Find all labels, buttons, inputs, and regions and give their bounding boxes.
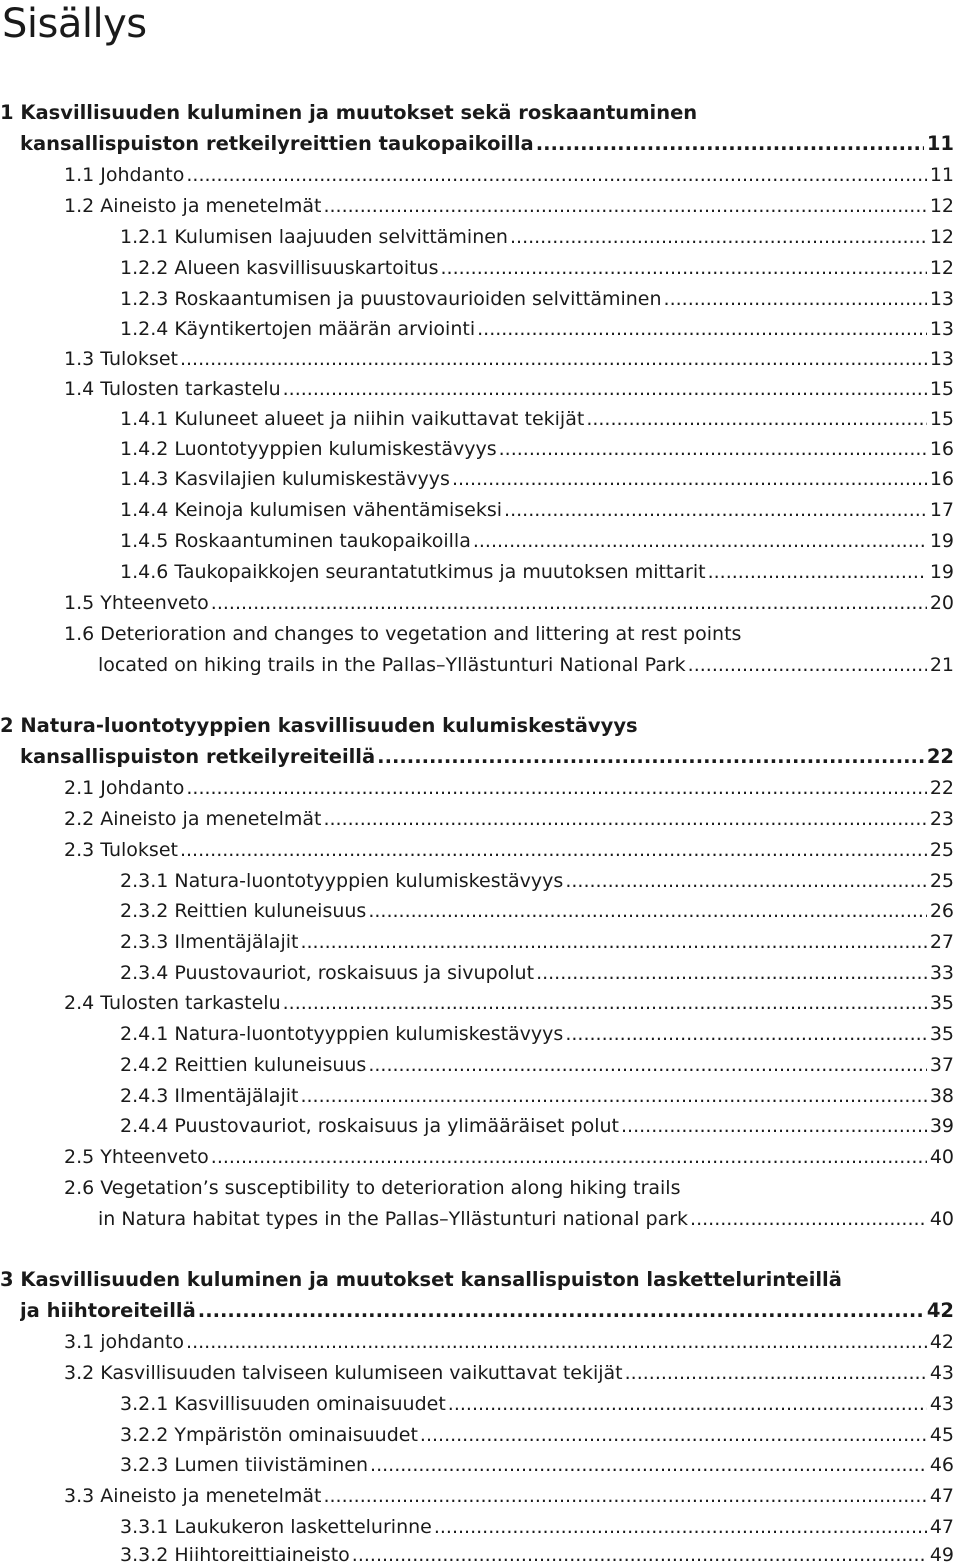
entry-label: 3.2.2 Ympäristön ominaisuudet <box>120 1424 418 1446</box>
entry-label: 2.4.3 Ilmentäjälajit <box>120 1085 299 1107</box>
page-number: 17 <box>929 499 954 521</box>
entry-label: 3.3 Aineisto ja menetelmät <box>64 1485 322 1507</box>
entry-label: 1.4.6 Taukopaikkojen seurantatutkimus ja muutoksen mittarit <box>120 561 706 583</box>
page-number: 35 <box>929 1023 954 1045</box>
page-number: 33 <box>929 962 954 984</box>
toc-entry[interactable] <box>120 218 954 249</box>
toc-entry[interactable] <box>120 1046 954 1077</box>
dot-leader <box>211 1145 927 1169</box>
toc-entry[interactable] <box>64 984 954 1015</box>
toc-entry[interactable] <box>64 1138 954 1169</box>
entry-label: 2.3.4 Puustovauriot, roskaisuus ja sivupolut <box>120 962 535 984</box>
entry-label: 1.3 Tulokset <box>64 348 178 370</box>
page-number: 23 <box>929 808 954 830</box>
dot-leader <box>323 194 926 218</box>
dot-leader <box>448 1392 927 1416</box>
dot-leader <box>440 256 926 280</box>
dot-leader <box>323 807 926 831</box>
toc-entry[interactable] <box>64 187 954 218</box>
entry-label: 1.1 Johdanto <box>64 164 185 186</box>
dot-leader <box>536 132 924 156</box>
dot-leader <box>300 1084 926 1108</box>
entry-label: 1.4.2 Luontotyyppien kulumiskestävyys <box>120 438 497 460</box>
entry-label: 2.4.1 Natura-luontotyyppien kulumiskestävyys <box>120 1023 564 1045</box>
dot-leader <box>690 1207 927 1231</box>
toc-entry[interactable] <box>120 1416 954 1447</box>
entry-label: 3.3.1 Laukukeron laskettelurinne <box>120 1516 432 1538</box>
page-number: 47 <box>929 1516 954 1538</box>
dot-leader <box>586 407 927 431</box>
page-number: 42 <box>929 1331 954 1353</box>
entry-label: 1.4.1 Kuluneet alueet ja niihin vaikuttavat tekijät <box>120 408 585 430</box>
dot-leader <box>211 591 927 615</box>
page-number: 39 <box>929 1115 954 1137</box>
page-number: 21 <box>929 654 954 676</box>
page-number: 13 <box>929 318 954 340</box>
dot-leader <box>352 1543 927 1567</box>
entry-label: 2.5 Yhteenveto <box>64 1146 209 1168</box>
page-number: 40 <box>929 1208 954 1230</box>
toc-heading-2-line2: kansallispuiston retkeilyreiteillä <box>20 745 376 768</box>
toc-heading-1-line1: 1 Kasvillisuuden kuluminen ja muutokset sekä roskaantuminen <box>0 101 698 124</box>
page-number: 13 <box>929 288 954 310</box>
page-number: 43 <box>929 1393 954 1415</box>
entry-label: 3.1 johdanto <box>64 1331 185 1353</box>
toc-entry[interactable] <box>64 584 954 615</box>
toc-entry[interactable] <box>120 1385 954 1416</box>
toc-entry[interactable] <box>64 340 954 371</box>
page-number: 11 <box>926 132 954 155</box>
entry-label: 3.2 Kasvillisuuden talviseen kulumiseen vaikuttavat tekijät <box>64 1362 623 1384</box>
page-number: 12 <box>929 195 954 217</box>
toc-entry[interactable] <box>120 1077 954 1108</box>
dot-leader <box>420 1423 927 1447</box>
toc-entry-2-6-line1: 2.6 Vegetation’s susceptibility to deterioration along hiking trails <box>64 1177 681 1199</box>
entry-label: located on hiking trails in the Pallas–Yllästunturi National Park <box>98 654 686 676</box>
toc-entry[interactable] <box>120 1508 954 1539</box>
toc-entry[interactable] <box>120 280 954 311</box>
toc-entry[interactable] <box>120 491 954 522</box>
dot-leader <box>477 317 927 341</box>
toc-heading-1[interactable] <box>20 125 954 156</box>
entry-label: 1.2.2 Alueen kasvillisuuskartoitus <box>120 257 439 279</box>
page-number: 45 <box>929 1424 954 1446</box>
dot-leader <box>198 1299 924 1323</box>
dot-leader <box>504 498 927 522</box>
toc-entry[interactable] <box>64 800 954 831</box>
page-number: 22 <box>929 777 954 799</box>
toc-entry[interactable] <box>120 400 954 431</box>
toc-entry[interactable] <box>120 1107 954 1138</box>
page-number: 43 <box>929 1362 954 1384</box>
dot-leader <box>565 1022 926 1046</box>
toc-entry[interactable] <box>120 430 954 461</box>
dot-leader <box>565 869 926 893</box>
page-number: 47 <box>929 1485 954 1507</box>
entry-label: in Natura habitat types in the Pallas–Yllästunturi national park <box>98 1208 689 1230</box>
page-number: 25 <box>929 870 954 892</box>
entry-label: 1.2.4 Käyntikertojen määrän arviointi <box>120 318 476 340</box>
dot-leader <box>473 529 927 553</box>
page-number: 49 <box>929 1544 954 1566</box>
toc-entry[interactable] <box>120 522 954 553</box>
entry-label: 3.2.1 Kasvillisuuden ominaisuudet <box>120 1393 446 1415</box>
dot-leader <box>180 838 927 862</box>
page-number: 15 <box>929 378 954 400</box>
dot-leader <box>370 1453 927 1477</box>
toc-heading-2[interactable] <box>20 738 954 769</box>
entry-label: 2.1 Johdanto <box>64 777 185 799</box>
toc-entry[interactable] <box>120 862 954 893</box>
entry-label: 3.2.3 Lumen tiivistäminen <box>120 1454 369 1476</box>
toc-entry[interactable] <box>64 1323 954 1354</box>
toc-entry[interactable] <box>64 831 954 862</box>
page-number: 37 <box>929 1054 954 1076</box>
toc-entry-2-6[interactable] <box>98 1200 954 1231</box>
dot-leader <box>664 287 927 311</box>
page-number: 19 <box>929 561 954 583</box>
entry-label: 1.5 Yhteenveto <box>64 592 209 614</box>
dot-leader <box>708 560 927 584</box>
toc-heading-1-line2: kansallispuiston retkeilyreittien taukopaikoilla <box>20 132 534 155</box>
toc-heading-3[interactable] <box>20 1292 954 1323</box>
toc-entry[interactable] <box>120 310 954 341</box>
toc-entry[interactable] <box>64 1354 954 1385</box>
entry-label: 1.4.5 Roskaantuminen taukopaikoilla <box>120 530 471 552</box>
dot-leader <box>510 225 927 249</box>
toc-entry[interactable] <box>120 1446 954 1477</box>
page-title: Sisällys <box>2 1 147 47</box>
dot-leader <box>688 653 927 677</box>
toc-entry[interactable] <box>120 1015 954 1046</box>
page-number: 11 <box>929 164 954 186</box>
page-number: 12 <box>929 257 954 279</box>
toc-entry[interactable] <box>120 553 954 584</box>
toc-entry[interactable] <box>120 954 954 985</box>
dot-leader <box>180 347 927 371</box>
page-number: 16 <box>929 468 954 490</box>
entry-label: 3.3.2 Hiihtoreittiaineisto <box>120 1544 350 1566</box>
entry-label: 2.4.2 Reittien kuluneisuus <box>120 1054 367 1076</box>
toc-entry-1-6[interactable] <box>98 646 954 677</box>
toc-entry[interactable] <box>120 460 954 491</box>
entry-label: 1.2.3 Roskaantumisen ja puustovaurioiden selvittäminen <box>120 288 662 310</box>
toc-entry-1-6-line1: 1.6 Deterioration and changes to vegetation and littering at rest points <box>64 623 742 645</box>
dot-leader <box>452 467 927 491</box>
entry-label: 2.3 Tulokset <box>64 839 178 861</box>
dot-leader <box>186 776 926 800</box>
toc-entry[interactable] <box>64 769 954 800</box>
entry-label: 2.4 Tulosten tarkastelu <box>64 992 281 1014</box>
entry-label: 2.3.1 Natura-luontotyyppien kulumiskestävyys <box>120 870 564 892</box>
dot-leader <box>323 1484 926 1508</box>
toc-heading-2-line1: 2 Natura-luontotyyppien kasvillisuuden kulumiskestävyys <box>0 714 638 737</box>
dot-leader <box>283 377 927 401</box>
entry-label: 2.3.2 Reittien kuluneisuus <box>120 900 367 922</box>
toc-entry[interactable] <box>120 249 954 280</box>
page-number: 46 <box>929 1454 954 1476</box>
entry-label: 2.4.4 Puustovauriot, roskaisuus ja ylimääräiset polut <box>120 1115 619 1137</box>
page-number: 42 <box>926 1299 954 1322</box>
page-number: 13 <box>929 348 954 370</box>
dot-leader <box>625 1361 927 1385</box>
page-number: 20 <box>929 592 954 614</box>
toc-entry[interactable] <box>120 892 954 923</box>
page-number: 38 <box>929 1085 954 1107</box>
toc-entry[interactable] <box>64 156 954 187</box>
toc-heading-3-line2: ja hiihtoreiteillä <box>20 1299 196 1322</box>
dot-leader <box>536 961 927 985</box>
entry-label: 2.3.3 Ilmentäjälajit <box>120 931 299 953</box>
toc-entry[interactable] <box>120 923 954 954</box>
page-number: 25 <box>929 839 954 861</box>
page-number: 40 <box>929 1146 954 1168</box>
entry-label: 1.4.3 Kasvilajien kulumiskestävyys <box>120 468 450 490</box>
entry-label: 1.4.4 Keinoja kulumisen vähentämiseksi <box>120 499 503 521</box>
dot-leader <box>368 899 926 923</box>
dot-leader <box>300 930 926 954</box>
page-number: 27 <box>929 931 954 953</box>
entry-label: 1.2.1 Kulumisen laajuuden selvittäminen <box>120 226 508 248</box>
entry-label: 1.2 Aineisto ja menetelmät <box>64 195 322 217</box>
page-number: 16 <box>929 438 954 460</box>
toc-entry[interactable] <box>120 1536 954 1567</box>
entry-label: 1.4 Tulosten tarkastelu <box>64 378 281 400</box>
page-number: 12 <box>929 226 954 248</box>
page-number: 15 <box>929 408 954 430</box>
dot-leader <box>377 745 924 769</box>
dot-leader <box>283 991 927 1015</box>
dot-leader <box>186 163 926 187</box>
entry-label: 2.2 Aineisto ja menetelmät <box>64 808 322 830</box>
page-number: 19 <box>929 530 954 552</box>
dot-leader <box>186 1330 927 1354</box>
dot-leader <box>499 437 927 461</box>
page-number: 26 <box>929 900 954 922</box>
dot-leader <box>621 1114 927 1138</box>
toc-heading-3-line1: 3 Kasvillisuuden kuluminen ja muutokset kansallispuiston laskettelurinteillä <box>0 1268 842 1291</box>
page-number: 35 <box>929 992 954 1014</box>
toc-entry[interactable] <box>64 370 954 401</box>
page-number: 22 <box>926 745 954 768</box>
dot-leader <box>368 1053 926 1077</box>
toc-entry[interactable] <box>64 1477 954 1508</box>
